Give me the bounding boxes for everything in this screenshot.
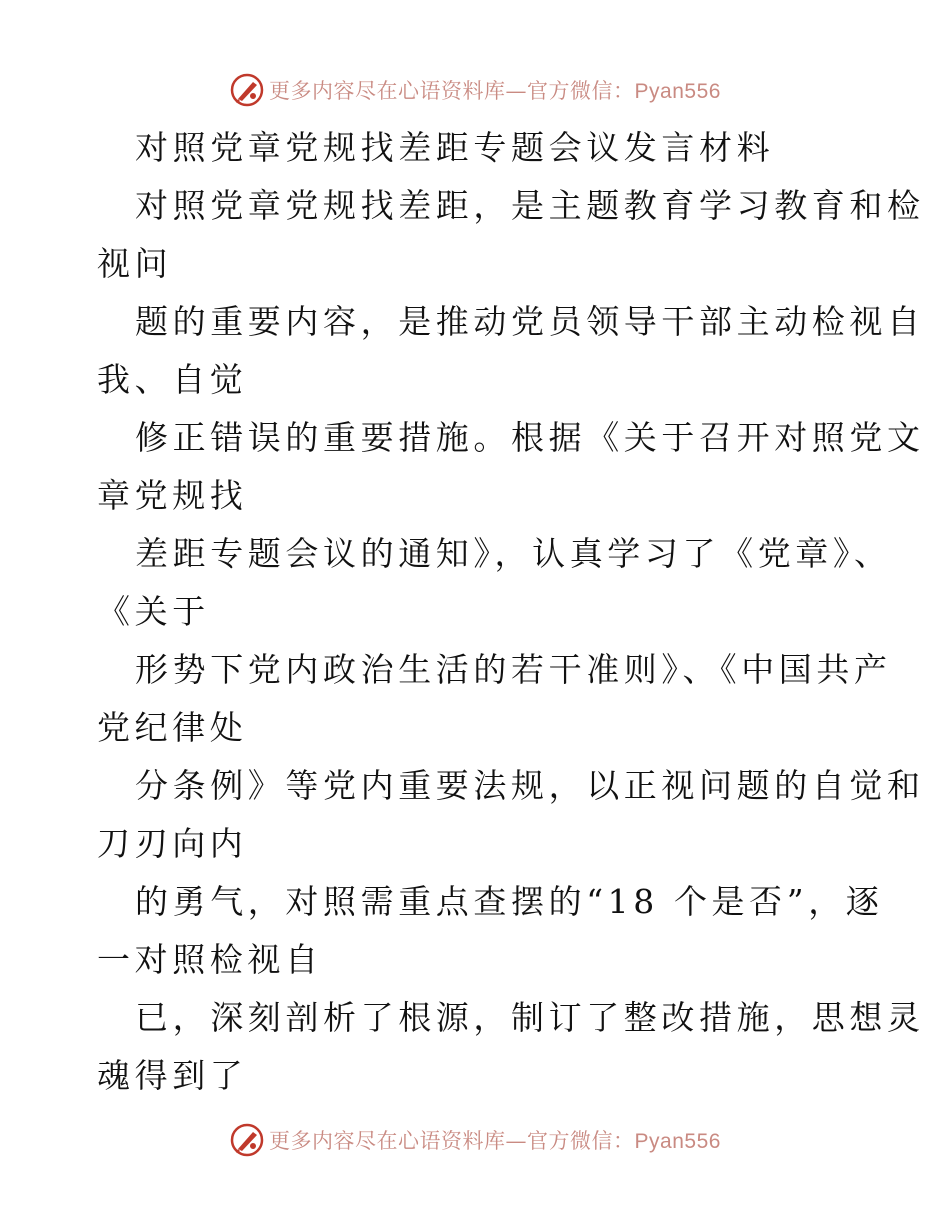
- text-line: 《关于: [97, 592, 210, 631]
- quill-pen-logo-icon: [229, 72, 265, 108]
- quill-pen-logo-icon: [229, 1122, 265, 1158]
- header-banner-handle: Pyan556: [634, 80, 721, 103]
- header-banner-text: [269, 75, 721, 105]
- header-banner-label: 更多内容尽在心语资料库—官方微信：: [269, 79, 635, 103]
- text-line: 党纪律处: [97, 708, 248, 747]
- text-line: 章党规找: [97, 476, 248, 515]
- footer-banner-text: [269, 1125, 721, 1155]
- text-line: 分条例》等党内重要法规，以正视问题的自觉和: [135, 766, 925, 805]
- text-line: 视问: [97, 244, 173, 283]
- document-title: 对照党章党规找差距专题会议发言材料: [135, 128, 775, 167]
- text-line: 我、自觉: [97, 360, 248, 399]
- footer-watermark-banner: [0, 1118, 950, 1162]
- text-line: 修正错误的重要措施。根据《关于召开对照党文: [135, 418, 925, 457]
- text-line: 的勇气，对照需重点查摆的“18 个是否”，逐: [135, 882, 884, 921]
- text-line: 对照党章党规找差距，是主题教育学习教育和检: [135, 186, 925, 225]
- text-line: 形势下党内政治生活的若干准则》、《中国共产: [135, 650, 892, 689]
- text-line: 魂得到了: [97, 1056, 248, 1095]
- footer-banner-handle: Pyan556: [634, 1130, 721, 1153]
- text-line: 差距专题会议的通知》，认真学习了《党章》、: [135, 534, 892, 573]
- header-watermark-banner: [0, 68, 950, 112]
- footer-banner-label: 更多内容尽在心语资料库—官方微信：: [269, 1129, 635, 1153]
- text-line: 题的重要内容，是推动党员领导干部主动检视自: [135, 302, 925, 341]
- text-line: 已，深刻剖析了根源，制订了整改措施，思想灵: [135, 998, 925, 1037]
- text-line: 刀刃向内: [97, 824, 248, 863]
- text-line: 一对照检视自: [97, 940, 323, 979]
